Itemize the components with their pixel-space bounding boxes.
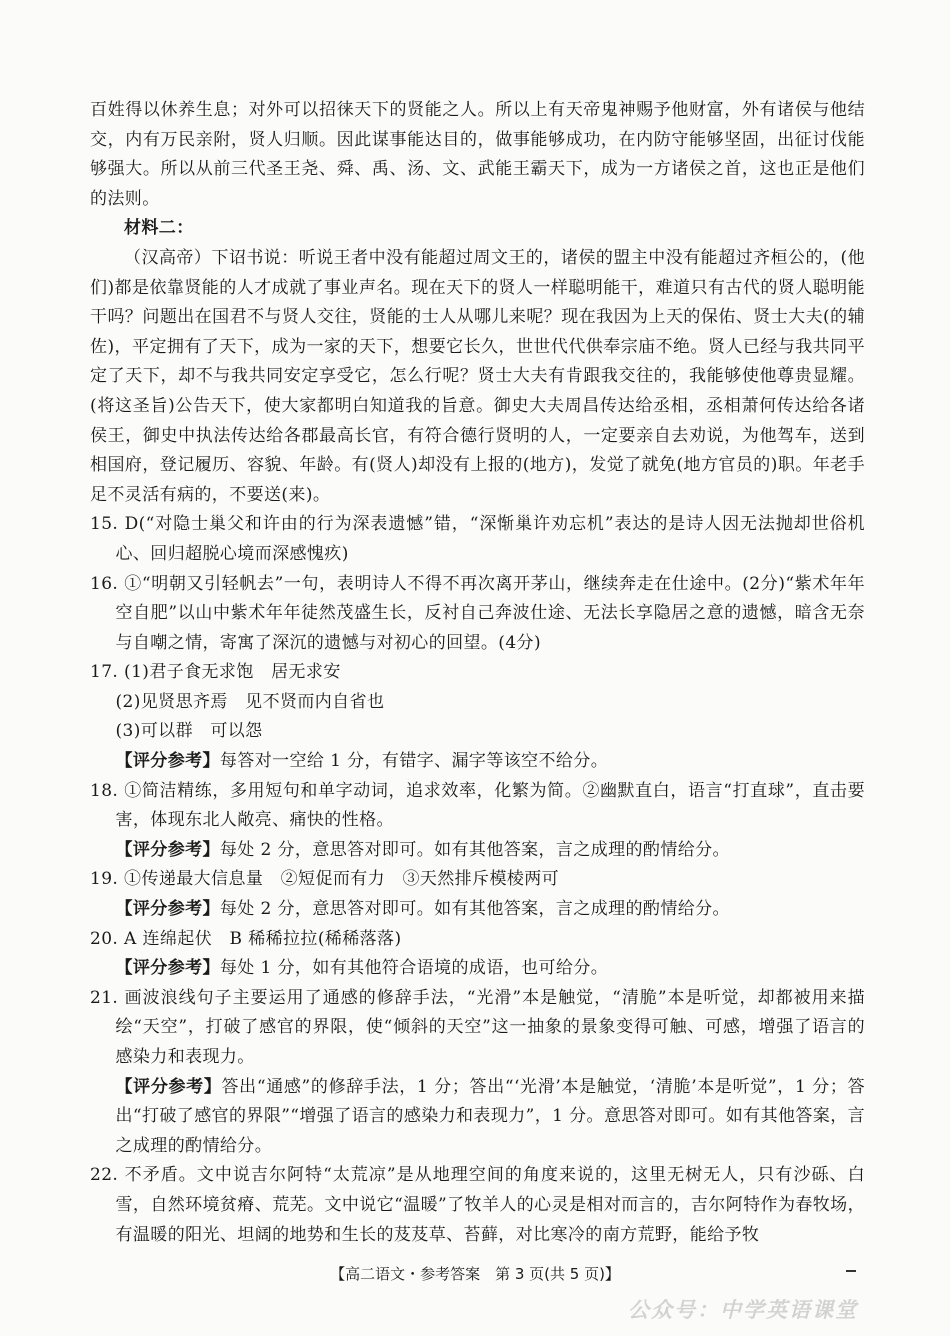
scoring-reference-19: [90, 895, 865, 925]
scoring-label: 【评分参考】: [115, 751, 220, 772]
scoring-text: 每处 2 分，意思答对即可。如有其他答案，言之成理的酌情给分。: [219, 899, 730, 920]
material-one-tail: 百姓得以休养生息；对外可以招徕天下的贤能之人。所以上有天帝鬼神赐予他财富，外有诸侯与他结交，内有万民亲附，贤人归顺。因此谋事能达目的，做事能够成功，在内防守能够坚固，出征讨伐能够强大。所以从前三代圣王尧、舜、禹、汤、文、武能王霸天下，成为一方诸侯之首，这也正是他们的法则。: [90, 100, 865, 209]
scoring-text: 每处 1 分，如有其他符合语境的成语，也可给分。: [219, 958, 609, 979]
scoring-reference-17: [90, 747, 865, 777]
answer-22: 22. 不矛盾。文中说吉尔阿特“太荒凉”是从地理空间的角度来说的，这里无树无人，只有沙砾、白雪，自然环境贫瘠、荒芜。文中说它“温暖”了牧羊人的心灵是相对而言的，吉尔阿特作为春牧场，有温暖的阳光、坦阔的地势和生长的芨芨草、苔藓，对比寒冷的南方荒野，能给予牧: [90, 1165, 865, 1245]
page-footer: 【高二语文・参考答案 第 3 页(共 5 页)】: [330, 1265, 620, 1283]
scoring-text: 每答对一空给 1 分，有错字、漏字等该空不给分。: [219, 751, 609, 772]
scoring-label: 【评分参考】: [115, 1076, 222, 1097]
answer-16: 16. ①“明朝又引轻帆去”一句，表明诗人不得不再次离开茅山，继续奔走在仕途中。(2分)“紫术年年空自肥”以山中紫术年年徒然茂盛生长，反衬自己奔波仕途、无法长享隐居之意的遗憾，暗含无奈与自嘲之情，寄寓了深沉的遗憾与对初心的回望。(4分): [90, 573, 865, 653]
scoring-reference-21: [90, 1073, 865, 1162]
answer-page: [90, 96, 865, 1250]
scoring-reference-20: [90, 954, 865, 984]
material-two-heading: 材料二：: [124, 218, 194, 239]
answer-21: 21. 画波浪线句子主要运用了通感的修辞手法，“光滑”本是触觉，“清脆”本是听觉，却都被用来描绘“天空”，打破了感官的界限，使“倾斜的天空”这一抽象的景象变得可触、可感，增强了语言的感染力和表现力。: [90, 987, 865, 1067]
answer-17-2: (2)见贤思齐焉 见不贤而内自省也: [115, 691, 385, 712]
answer-20: 20. A 连绵起伏 B 稀稀拉拉(稀稀落落): [90, 928, 402, 949]
scoring-reference-18: [90, 836, 865, 866]
answer-17-3: (3)可以群 可以怨: [115, 721, 263, 742]
answer-17-1: 17. (1)君子食无求饱 居无求安: [90, 662, 341, 683]
answer-19: 19. ①传递最大信息量 ②短促而有力 ③天然排斥模棱两可: [90, 869, 560, 890]
scoring-text: 每处 2 分，意思答对即可。如有其他答案，言之成理的酌情给分。: [219, 839, 730, 860]
scoring-label: 【评分参考】: [115, 958, 220, 979]
answer-18: 18. ①简洁精练，多用短句和单字动词，追求效率，化繁为简。②幽默直白，语言“打直球”，直击要害，体现东北人敞亮、痛快的性格。: [90, 780, 865, 831]
scoring-label: 【评分参考】: [115, 839, 220, 860]
scoring-text: 答出“通感”的修辞手法，1 分；答出“‘光滑’本是触觉，‘清脆’本是听觉”，1 分；答出“打破了感官的界限”“增强了语言的感染力和表现力”，1 分。意思答对即可。如有其他答案，言之成理的酌情给分。: [115, 1076, 865, 1156]
material-two-text: （汉高帝）下诏书说：听说王者中没有能超过周文王的，诸侯的盟主中没有能超过齐桓公的，(他们)都是依靠贤能的人才成就了事业声名。现在天下的贤人一样聪明能干，难道只有古代的贤人聪明能干吗？问题出在国君不与贤人交往，贤能的士人从哪儿来呢？现在我因为上天的保佑、贤士大夫(的辅佐)，平定拥有了天下，成为一家的天下，想要它长久，世世代代供奉宗庙不绝。贤人已经与我共同平定了天下，却不与我共同安定享受它，怎么行呢？贤士大夫有肯跟我交往的，我能够使他尊贵显耀。(将这圣旨)公告天下，使大家都明白知道我的旨意。御史大夫周昌传达给丞相，丞相萧何传达给各诸侯王，御史中执法传达给各郡最高长官，有符合德行贤明的人，一定要亲自去劝说，为他驾车，送到相国府，登记履历、容貌、年龄。有(贤人)却没有上报的(地方)，发觉了就免(地方官员的)职。年老手足不灵活有病的，不要送(来)。: [90, 247, 865, 505]
corner-mark: [846, 1270, 856, 1272]
answer-15: 15. D(“对隐士巢父和许由的行为深表遗憾”错，“深惭巢许劝忘机”表达的是诗人因无法抛却世俗机心、回归超脱心境而深感愧疚): [90, 514, 865, 564]
scoring-label: 【评分参考】: [115, 899, 220, 920]
watermark: 公众号：中学英语课堂: [628, 1298, 858, 1322]
